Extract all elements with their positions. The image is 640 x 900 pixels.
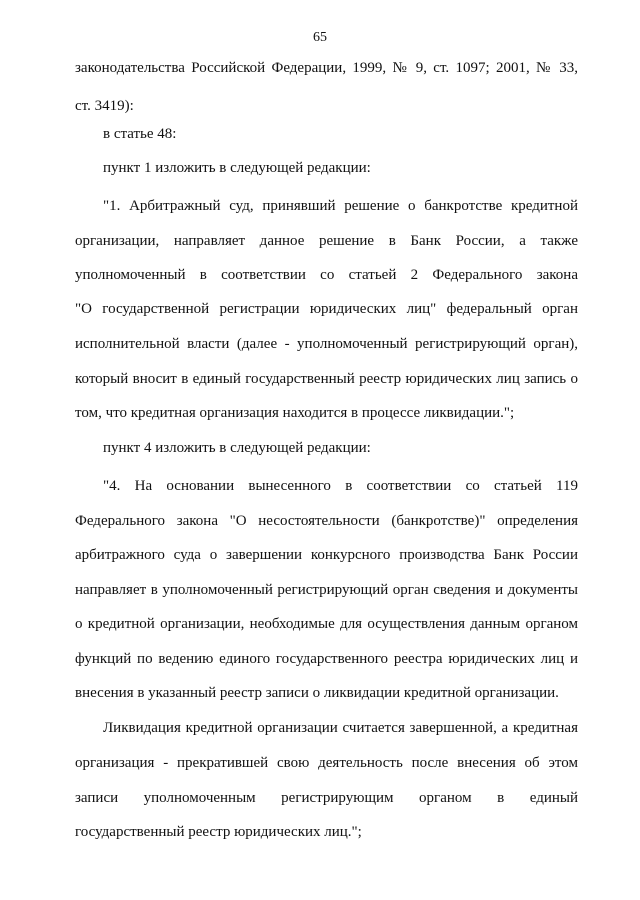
text-line: "1. Арбитражный суд, принявший решение о банкротстве кредитной	[103, 198, 578, 214]
text-line: в статье 48:	[103, 126, 177, 142]
text-line: ст. 3419):	[75, 98, 134, 114]
text-line: государственный реестр юридических лиц.";	[75, 824, 362, 840]
text-line: законодательства Российской Федерации, 1999, № 9, ст. 1097; 2001, № 33,	[75, 60, 578, 76]
text-line: арбитражного суда о завершении конкурсного производства Банк России	[75, 547, 578, 563]
text-line: направляет в уполномоченный регистрирующий орган сведения и документы	[75, 582, 578, 598]
text-line: уполномоченный в соответствии со статьей 2 Федерального закона	[75, 267, 578, 283]
text-line: том, что кредитная организация находится в процессе ликвидации.";	[75, 405, 515, 421]
text-line: о кредитной организации, необходимые для осуществления данным органом	[75, 616, 578, 632]
text-line: пункт 1 изложить в следующей редакции:	[103, 160, 371, 176]
text-line: записи уполномоченным регистрирующим органом в единый	[75, 790, 578, 806]
text-line: функций по ведению единого государственного реестра юридических лиц и	[75, 651, 578, 667]
text-line: "О государственной регистрации юридических лиц" федеральный орган	[75, 301, 578, 317]
text-line: Ликвидация кредитной организации считается завершенной, а кредитная	[103, 720, 578, 736]
text-line: организация - прекратившей свою деятельность после внесения об этом	[75, 755, 578, 771]
text-line: Федерального закона "О несостоятельности (банкротстве)" определения	[75, 513, 578, 529]
page-number: 65	[313, 30, 327, 45]
text-line: пункт 4 изложить в следующей редакции:	[103, 440, 371, 456]
text-line: "4. На основании вынесенного в соответствии со статьей 119	[103, 478, 578, 494]
text-line: внесения в указанный реестр записи о ликвидации кредитной организации.	[75, 685, 559, 701]
text-line: организации, направляет данное решение в Банк России, а также	[75, 233, 578, 249]
text-line: исполнительной власти (далее - уполномоченный регистрирующий орган),	[75, 336, 578, 352]
text-line: который вносит в единый государственный реестр юридических лиц запись о	[75, 371, 578, 387]
